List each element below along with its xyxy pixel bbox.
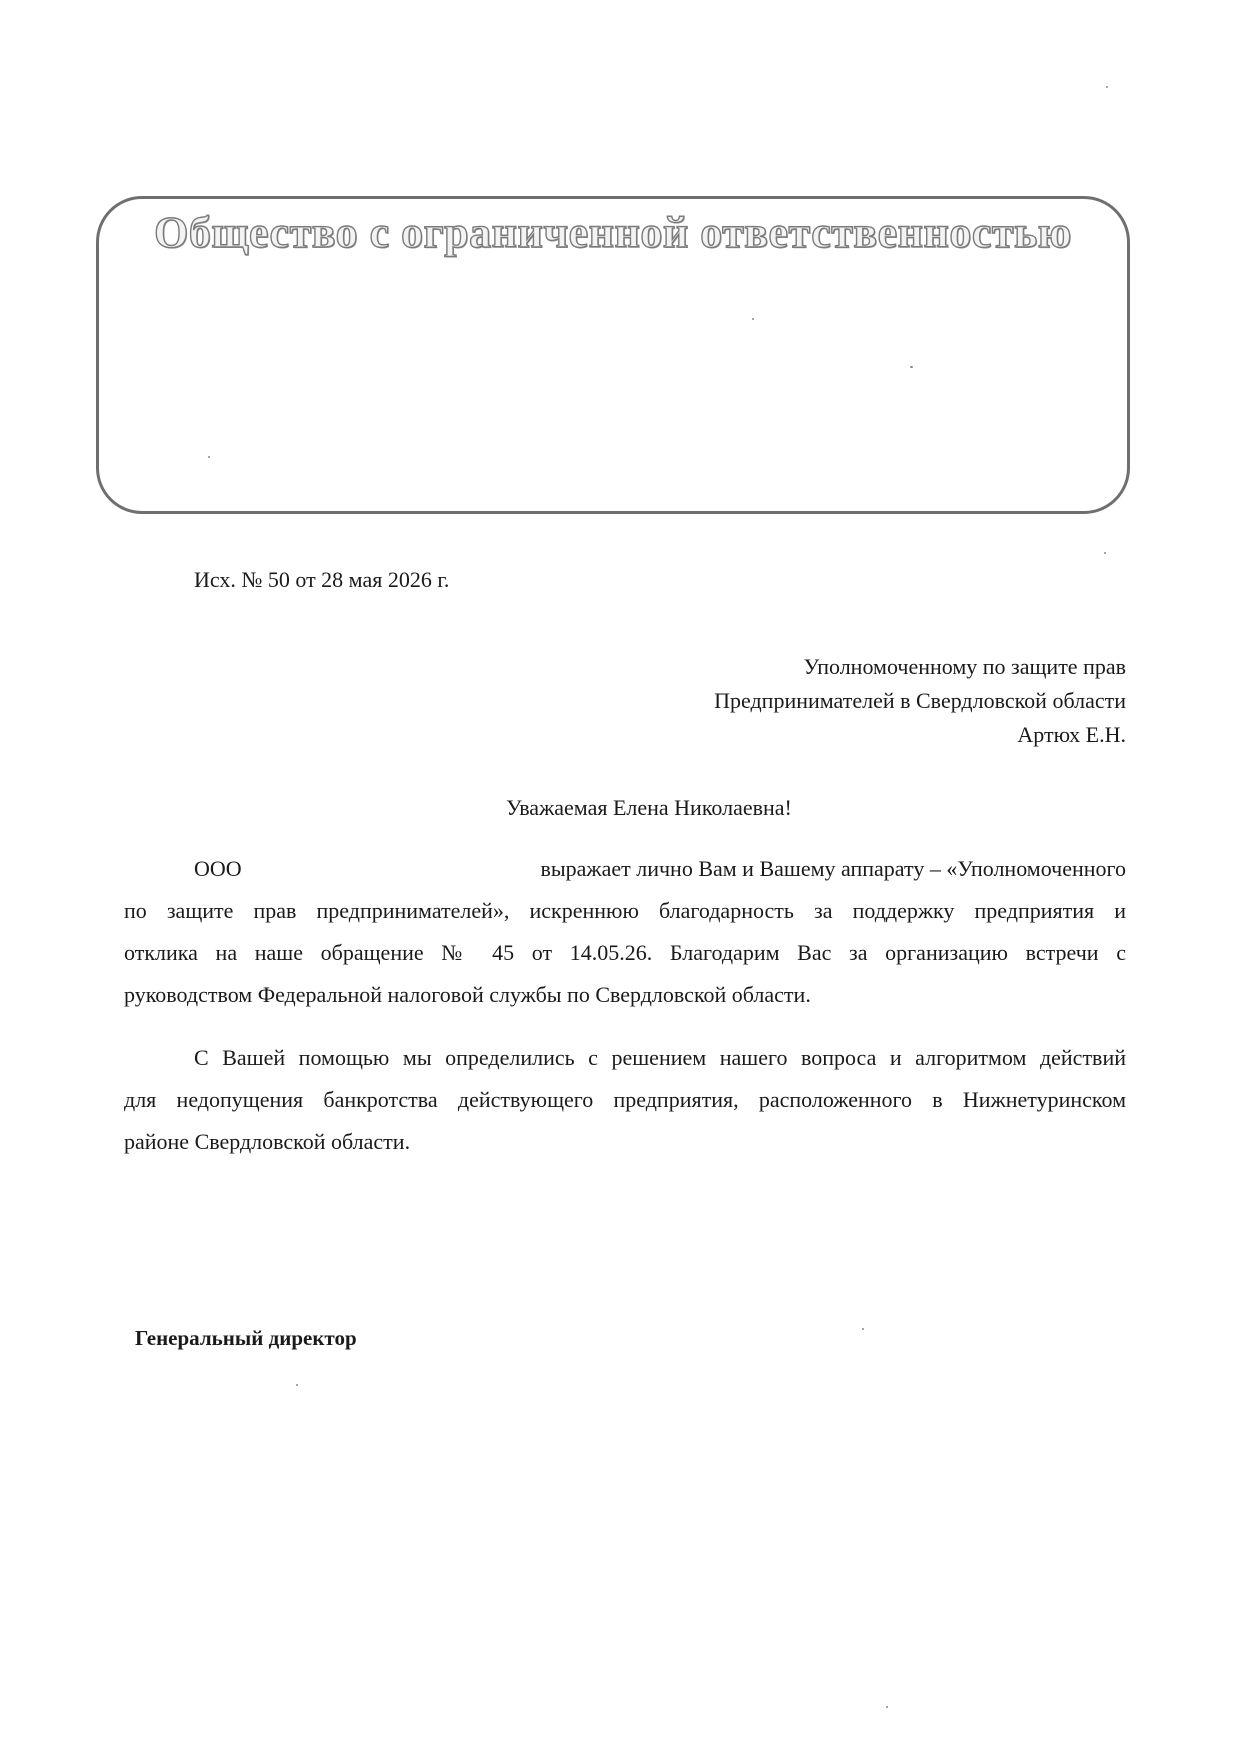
paragraph-1-line-3: отклика на наше обращение № 45 от 14.05.26. Благодарим Вас за организацию встречи с (124, 940, 1126, 965)
paragraph-1-line-2: по защите прав предпринимателей», искреннюю благодарность за поддержку предприятия и (124, 898, 1126, 923)
paragraph-1-line-1 (124, 848, 1126, 890)
scan-speck (752, 318, 754, 320)
signature-title: Генеральный директор (135, 1326, 357, 1350)
scan-speck (1104, 552, 1106, 554)
scan-speck (862, 1328, 864, 1330)
addressee-line-1: Уполномоченному по защите прав (803, 654, 1126, 679)
scan-speck (296, 1384, 298, 1386)
paragraph-2-line-1: С Вашей помощью мы определились с решением нашего вопроса и алгоритмом действий (194, 1045, 1126, 1070)
addressee-block (714, 650, 1126, 752)
paragraph-2-line-3: районе Свердловской области. (124, 1129, 411, 1154)
scan-speck (910, 366, 913, 368)
outgoing-reference: Исх. № 50 от 28 мая 2026 г. (194, 567, 450, 592)
paragraph-2 (124, 1037, 1126, 1163)
paragraph-1-line-4: руководством Федеральной налоговой службы по Свердловской области. (124, 982, 811, 1007)
addressee-line-2: Предпринимателей в Свердловской области (714, 688, 1126, 713)
letterhead-frame (96, 196, 1130, 514)
salutation: Уважаемая Елена Николаевна! (506, 795, 792, 820)
scan-speck (886, 1706, 888, 1708)
scan-speck (208, 456, 210, 458)
company-prefix: ООО (194, 856, 242, 881)
paragraph-1 (124, 848, 1126, 1016)
addressee-line-3: Артюх Е.Н. (1017, 722, 1126, 747)
paragraph-2-line-2: для недопущения банкротства действующего предприятия, расположенного в Нижнетуринском (124, 1087, 1126, 1112)
scan-speck (1106, 86, 1108, 88)
paragraph-1-line-1-rest: выражает лично Вам и Вашему аппарату – «Уполномоченного (540, 856, 1126, 881)
letterhead-org-type: Общество с ограниченной ответственностью (154, 208, 1072, 257)
